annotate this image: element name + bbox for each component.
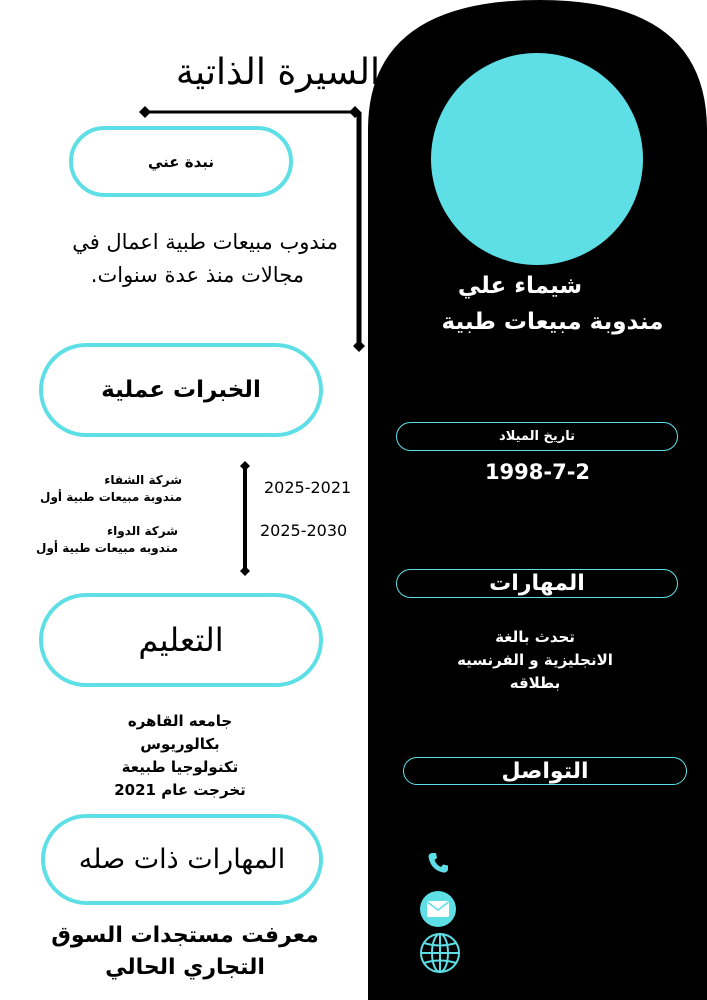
experience-role: مندوبه مبيعات طبية أول	[36, 541, 178, 555]
about-line: مندوب مبيعات طبية اعمال في	[72, 230, 338, 254]
experience-period: 2025-2030	[260, 521, 348, 540]
skills-line: تحدث بالغة	[495, 628, 575, 646]
experience-item	[30, 523, 178, 557]
email-icon[interactable]	[420, 891, 456, 927]
globe-icon[interactable]	[419, 932, 461, 974]
skills-line: الانجليزية و الفرنسيه	[457, 651, 613, 669]
related-skills-heading: المهارات ذات صله	[41, 814, 323, 905]
education-heading: التعليم	[39, 593, 323, 687]
about-heading: نبدة عني	[69, 126, 293, 197]
education-line: تخرجت عام 2021	[114, 781, 246, 799]
experience-heading: الخبرات عملية	[39, 343, 323, 437]
experience-role: مندوبة مبيعات طبية أول	[40, 490, 182, 504]
experience-company: شركة الدواء	[107, 524, 178, 538]
contact-heading: التواصل	[403, 757, 687, 785]
skills-text	[430, 626, 640, 695]
experience-item	[30, 472, 182, 506]
skills-line: بطلاقه	[509, 674, 561, 692]
profile-photo	[431, 53, 643, 265]
phone-icon[interactable]	[424, 849, 452, 877]
birth-date-value: 1998-7-2	[484, 460, 591, 484]
skills-heading: المهارات	[396, 569, 678, 598]
birth-date-label: تاريخ الميلاد	[396, 422, 678, 451]
related-skills-line: التجاري الحالي	[105, 955, 265, 980]
connector-lines	[0, 0, 380, 600]
about-text	[0, 226, 338, 292]
page-title: السيرة الذاتية	[175, 52, 380, 93]
education-line: تكنولوجيا طبيعة	[121, 758, 239, 776]
education-details	[90, 710, 270, 802]
profile-job-title: مندوبة مبيعات طبية	[441, 309, 664, 335]
education-line: جامعه القاهره	[127, 712, 233, 730]
education-line: بكالوريوس	[140, 735, 220, 753]
profile-name: شيماء علي	[457, 273, 583, 299]
experience-company: شركة الشفاء	[104, 473, 182, 487]
related-skills-line: معرفت مستجدات السوق	[51, 923, 319, 948]
related-skills-text	[20, 920, 350, 984]
about-line: مجالات منذ عدة سنوات.	[90, 263, 304, 287]
experience-period: 2025-2021	[264, 478, 352, 497]
